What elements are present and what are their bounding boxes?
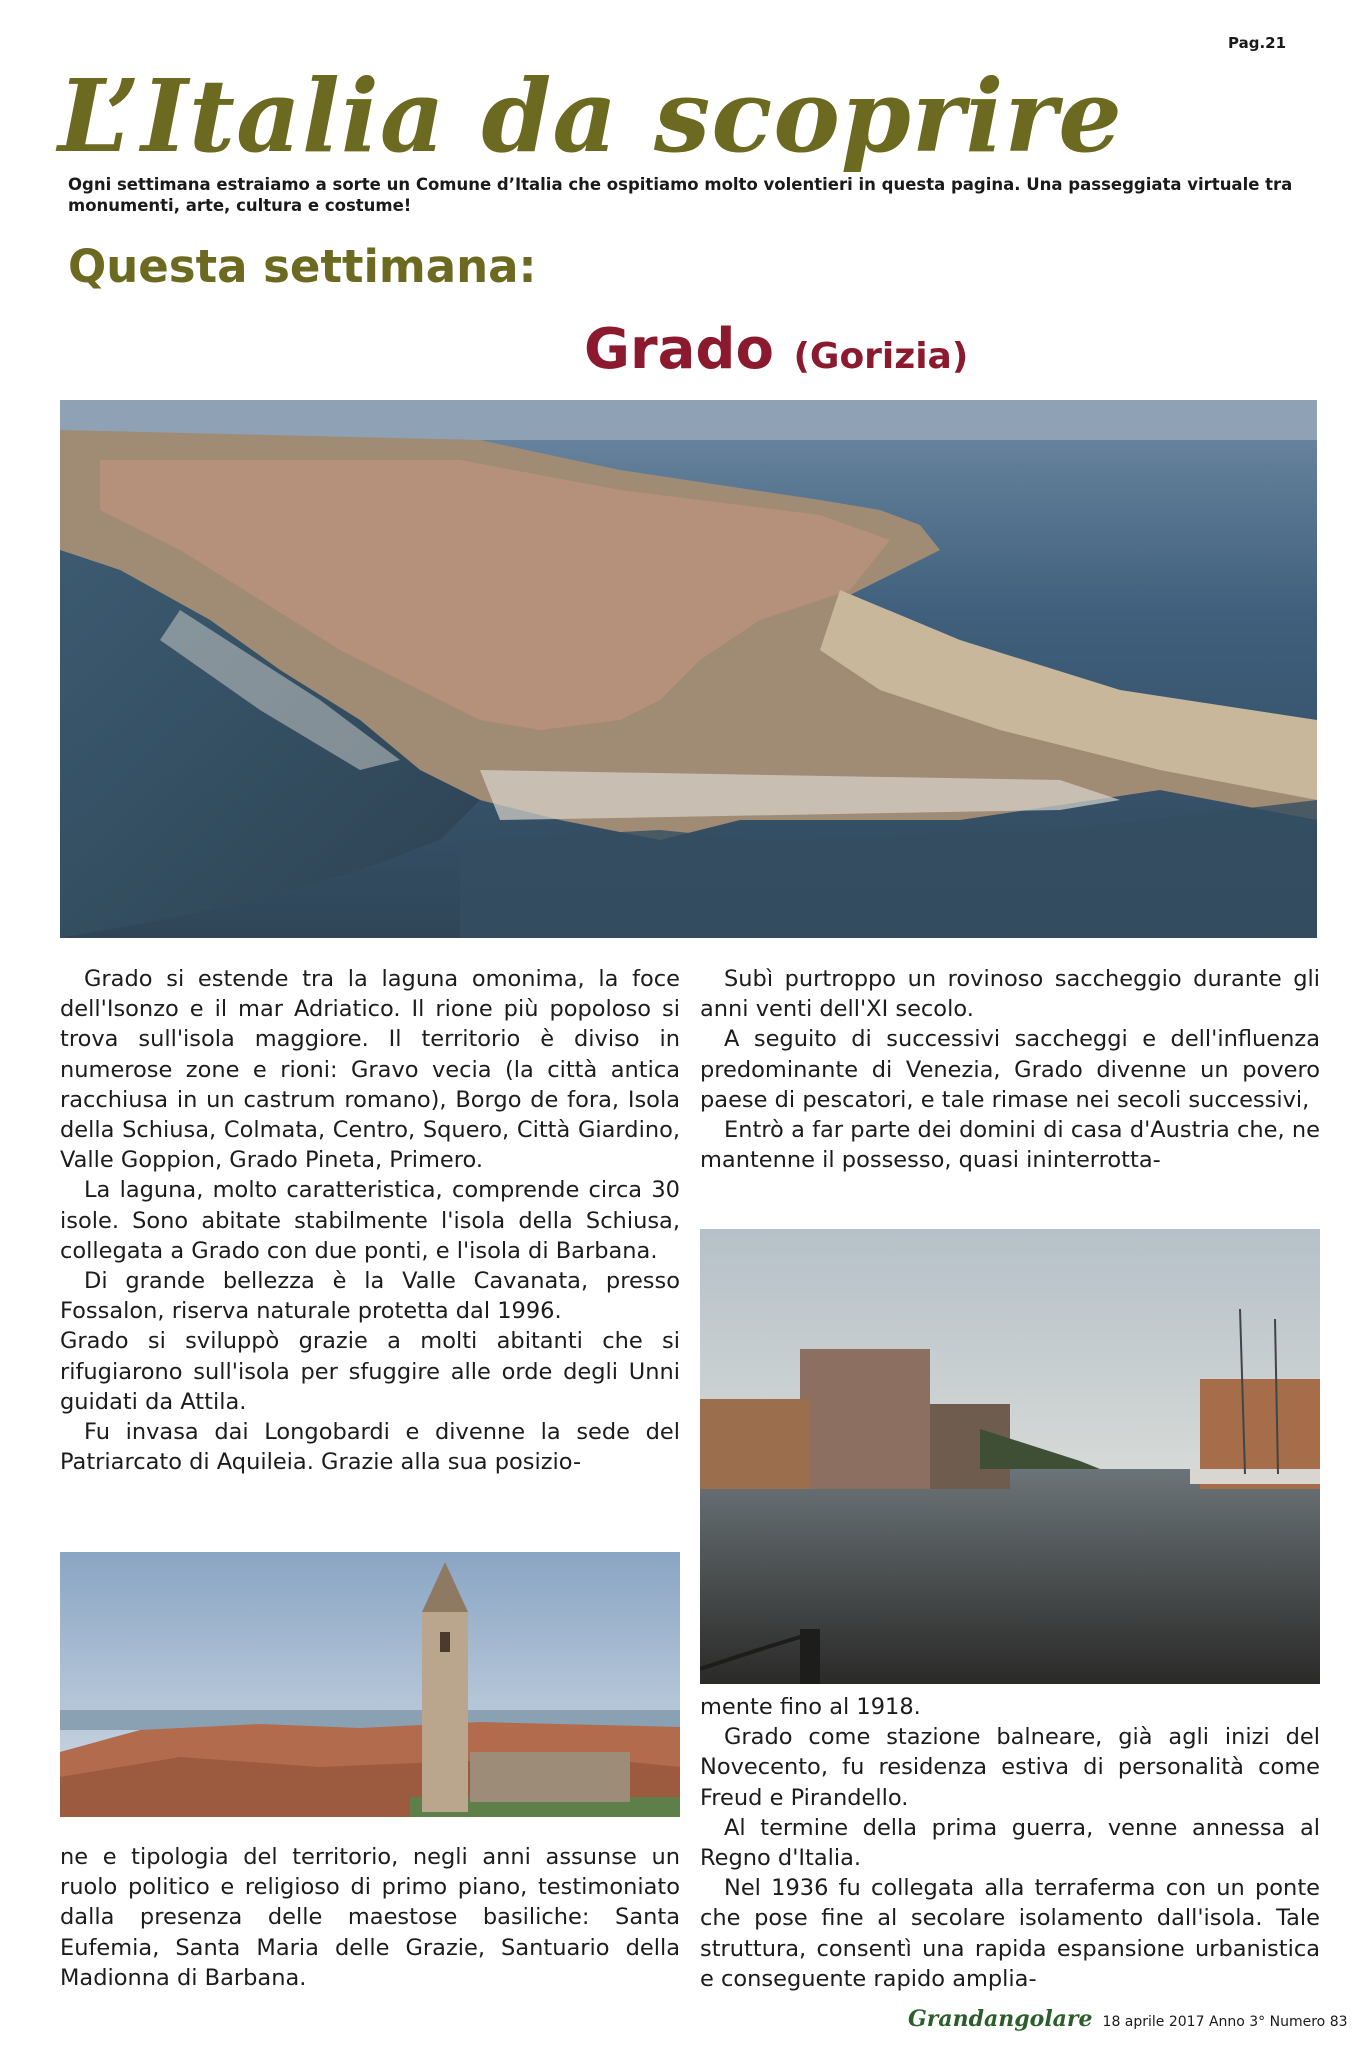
masthead-intro: Ogni settimana estraiamo a sorte un Comune d’Italia che ospitiamo molto volentieri in questa pagina. Una passeggiata virtuale tra monumenti, arte, cultura e costume! [68,175,1293,215]
town-name: Grado [584,317,774,382]
bell-tower-photo [60,1552,680,1817]
paragraph: Subì purtroppo un rovinoso saccheggio durante gli anni venti dell'XI secolo. [700,966,1320,1023]
paragraph: Di grande bellezza è la Valle Cavanata, presso Fossalon, riserva naturale protetta dal 1996. [60,1268,680,1325]
paragraph: A seguito di successivi saccheggi e dell'influenza predominante di Venezia, Grado divenne un povero paese di pescatori, e tale rimase nei secoli successivi, [700,1026,1320,1113]
article-left-column-top [60,964,680,1477]
canal-photo [700,1229,1320,1684]
paragraph: Entrò a far parte dei domini di casa d'Austria che, ne mantenne il possesso, quasi ininterrotta- [700,1117,1320,1174]
paragraph: ne e tipologia del territorio, negli anni assunse un ruolo politico e religioso di primo piano, testimoniato dalla presenza delle maestose basiliche: Santa Eufemia, Santa Maria delle Grazie, Santuario della Madionna di Barbana. [60,1844,680,1991]
province-name: (Gorizia) [793,336,969,377]
paragraph: Grado si sviluppò grazie a molti abitanti che si rifugiarono sull'isola per sfuggire alle orde degli Unni guidati da Attila. [60,1328,680,1415]
paragraph: Al termine della prima guerra, venne annessa al Regno d'Italia. [700,1814,1320,1872]
article-right-column-top [700,964,1320,1175]
paragraph: Grado come stazione balneare, già agli inizi del Novecento, fu residenza estiva di personalità come Freud e Pirandello. [700,1724,1320,1811]
paragraph: Grado si estende tra la laguna omonima, la foce dell'Isonzo e il mar Adriatico. Il rione più popoloso si trova sull'isola maggiore. Il territorio è diviso in numerose zone e rioni: Gravo vecia (la città antica racchiusa in un castrum romano), Borgo de fora, Isola della Schiusa, Colmata, Centro, Squero, Città Giardino, Valle Goppion, Grado Pineta, Primero. [60,966,680,1174]
footer [908,2006,1348,2032]
footer-brand: Grandangolare [908,2006,1093,2032]
paragraph: Fu invasa dai Longobardi e divenne la sede del Patriarcato di Aquileia. Grazie alla sua posizio- [60,1419,680,1476]
article-left-column-bottom [60,1842,680,1993]
week-label: Questa settimana: [68,240,537,293]
footer-issue: 18 aprile 2017 Anno 3° Numero 83 [1102,2014,1348,2030]
town-title [584,317,969,382]
masthead-title: L’Italia da scoprire [58,57,1123,175]
paragraph: La laguna, molto caratteristica, comprende circa 30 isole. Sono abitate stabilmente l'isola della Schiusa, collegata a Grado con due ponti, e l'isola di Barbana. [60,1177,680,1264]
main-aerial-photo [60,400,1317,938]
page-number: Pag.21 [1228,34,1287,52]
article-right-column-bottom [700,1692,1320,1994]
paragraph: Nel 1936 fu collegata alla terraferma con un ponte che pose fine al secolare isolamento dall'isola. Tale struttura, consentì una rapida espansione urbanistica e conseguente rapido amplia- [700,1875,1320,1992]
paragraph: mente fino al 1918. [700,1694,921,1720]
